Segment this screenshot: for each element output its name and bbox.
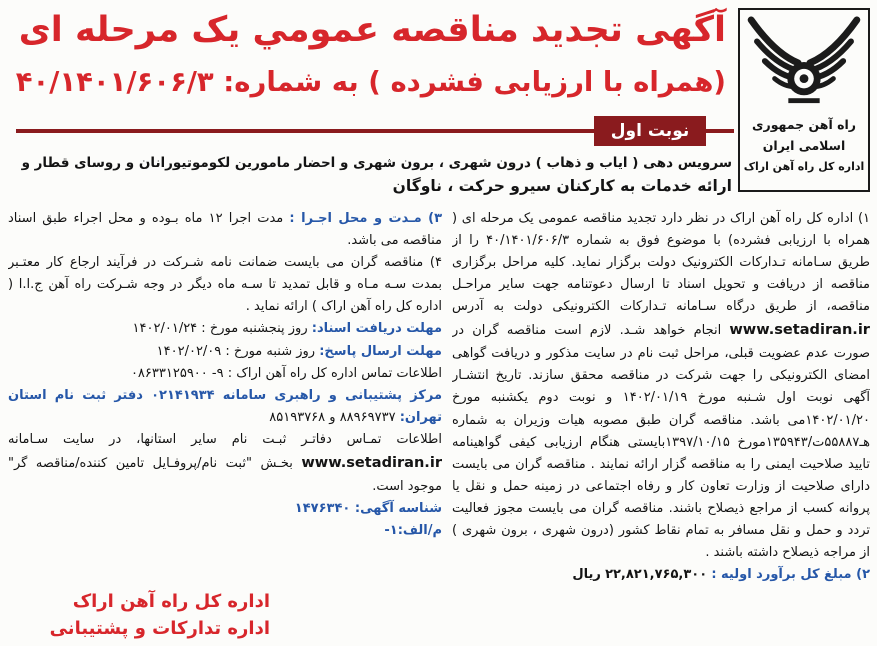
- signature-line-1: اداره کل راه آهن اراک: [72, 591, 270, 612]
- contact-info: اطلاعات تماس اداره کل راه آهن اراک : ۹- ۰۸۶۳۳۱۲۵۹۰۰: [130, 365, 442, 381]
- item-1-text-start: ۱) اداره کل راه آهن اراک در نظر دارد تجدید مناقصه عمومی یک مرحله ای ( همراه با ارزیابی فشرده) با موضوع فوق به شماره ۴۰/۱۴۰۱/۶۰۶/۳ را از طریق سـامانه تـدارکات الکترونیک دولت برگزار نماید. کلیه مراحل برگزاری مناقصه از دریافت و تحویل اسناد تا ارسال دعوتنامه جهت سایر مراحـل مناقصه، از طریق درگاه سـامانه تـدارکات الکترونیکی دولت به آدرس: [452, 211, 870, 315]
- left-column: [8, 208, 442, 584]
- item-1-website: www.setadiran.ir: [729, 321, 870, 339]
- deadline-reply: [8, 341, 442, 363]
- winged-wheel-emblem-icon: [745, 14, 863, 108]
- signature: [14, 588, 270, 642]
- title-line-1: آگهی تجدید مناقصه عمومي يک مرحله ای: [18, 10, 726, 50]
- duration-label: ۳) مـدت و محل اجـرا :: [289, 211, 442, 226]
- subject-line-1: سرویس دهی ( ایاب و ذهاب ) درون شهری ، برون شهری و احضار مامورین لکوموتیورانان و روسای قطار و: [21, 155, 732, 171]
- round-banner: [16, 116, 734, 146]
- support-center-label: مرکز پشتیبانی و راهبری سامانه ۰۲۱۴۱۹۳۴ دفتر ثبت نام استان تهران:: [8, 387, 442, 425]
- support-center: [8, 385, 442, 429]
- item-4-guarantee: ۴) مناقصه گران می بایست ضمانت نامه شـرکت در فرآیند ارجاع کار معتـبر بمدت سـه مـاه و قابل تمدید تا سـه ماه دیگر در وجه شـرکت راه آهن ج.ا.ا ( اداره کل راه آهن اراک ) ارائه نماید .: [8, 255, 442, 315]
- item-3-duration: [8, 208, 442, 252]
- deadline-reply-label: مهلت ارسال پاسخ:: [319, 343, 442, 359]
- provinces-text-start: اطلاعات تمـاس دفاتـر ثبـت نام سایر استانها، در سایت سـامانه: [8, 431, 442, 447]
- duration-text: مدت اجرا ۱۲ ماه بـوده و محل اجراء طبق اسناد مناقصه می باشد.: [8, 211, 442, 249]
- subject-line-2: ارائه خدمات به کارکنان سیرو حرکت ، ناوگان: [392, 177, 732, 195]
- provinces-contact: [8, 429, 442, 498]
- logo-line-2: اسلامی ایران: [762, 138, 846, 153]
- reference-code: م/الف:۱-: [384, 522, 442, 538]
- ad-title: [14, 4, 732, 110]
- title-line-2: (همراه با ارزیابی فشرده ) به شماره: ۴۰/۱۴۰۱/۶۰۶/۳: [15, 66, 726, 98]
- item-1-text-end: انجام خواهد شـد. لازم است مناقصه گران در صورت عدم عضویت قبلی، مراحل ثبت نام در سایت مذکور و دریافت گواهی امضای الکترونیکی را جهت شرکت در مناقصه محقق سازند. تاریخ انتشـار آگهی نوبت اول شـنبه مورخ ۱۴۰۲/۰۱/۱۹ و نوبت دوم یکشنبه مورخ ۱۴۰۲/۰۱/۲۰می باشد. مناقصه گران طبق مصوبه هیات وزیران به شماره هـ۵۵۸۸۷ت/۱۳۵۹۴۳مورخ ۱۳۹۷/۱۰/۱۵بایستی هنگام ارزیابی کیفی گواهینامه تایید صلاحیت ایمنی را به مناقصه گزار ارائه نمایند . مناقصه گران می بایست دارای صلاحیت از وزارت تعاون کار و رفاه اجتماعی در زمینه حمل و نقل یا پروانه کسب از مراجع ذیصلاح باشند. مناقصه گران می بایست مجوز فعالیت تردد و حمل و نقل مسافر به تمام نقاط کشور (درون شهری ، برون شهری ) از مراجه ذیصلاح داشته باشند .: [452, 323, 870, 561]
- logo-line-3: اداره کل راه آهن اراک: [743, 160, 865, 173]
- logo-line-1: راه آهن جمهوری: [752, 117, 856, 132]
- round-label: نوبت اول: [594, 116, 706, 146]
- railway-logo: [738, 8, 870, 192]
- deadline-documents-label: مهلت دریافت اسناد:: [311, 321, 442, 337]
- item-2-budget: [452, 564, 870, 586]
- provinces-text-end: بخـش "ثبت نام/پروفـایل تامین کننده/مناقصه گر" موجود است.: [8, 456, 442, 494]
- item-1-paragraph: [452, 208, 870, 564]
- budget-label: ۲) مبلغ کل برآورد اولیه :: [711, 567, 870, 583]
- provinces-website: www.setadiran.ir: [301, 454, 442, 472]
- budget-amount: ۲۲,۸۲۱,۷۶۵,۳۰۰: [605, 567, 708, 583]
- logo-text: [742, 114, 866, 177]
- support-center-phones: ۸۸۹۶۹۷۳۷ و ۸۵۱۹۳۷۶۸: [269, 409, 396, 425]
- tender-subject: [14, 152, 732, 198]
- deadline-documents-text: روز پنجشنبه مورخ : ۱۴۰۲/۰۱/۲۴: [132, 321, 308, 337]
- deadline-reply-text: روز شنبه مورخ : ۱۴۰۲/۰۲/۰۹: [156, 343, 316, 359]
- signature-line-2: اداره تدارکات و پشتیبانی: [49, 618, 270, 639]
- budget-currency: ریال: [572, 567, 601, 583]
- right-column: [452, 208, 870, 642]
- wheel: [787, 62, 820, 103]
- ad-id: شناسه آگهی: ۱۴۷۶۳۴۰: [294, 500, 442, 516]
- deadline-documents: [8, 318, 442, 340]
